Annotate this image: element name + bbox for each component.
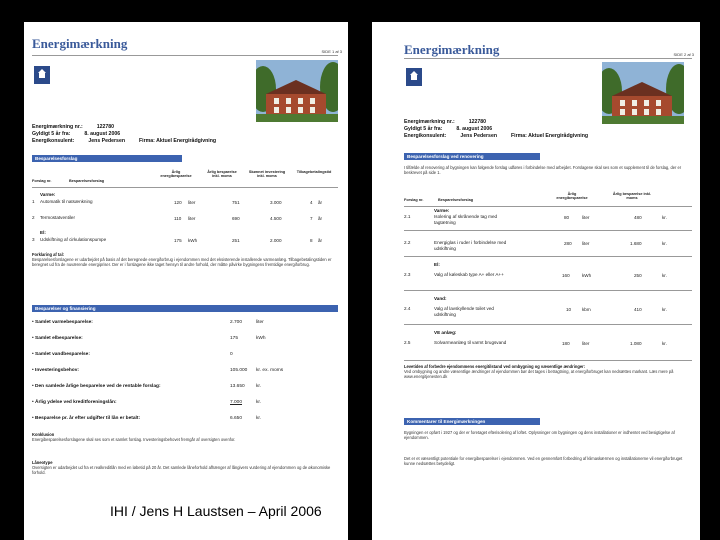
table-row: 2 — [32, 215, 35, 220]
summary-value: 6.650 — [230, 416, 243, 421]
summary-label: • Samlet varmebesparelse: — [32, 320, 93, 325]
summary-label: • Besparelse pr. år efter udgifter til lån er betalt: — [32, 416, 141, 421]
divider — [32, 55, 338, 56]
table-row: 2.5 — [404, 340, 411, 345]
summary-value: 7.000 — [230, 400, 243, 405]
saving-value: 690 — [232, 216, 240, 221]
loan-type-block: Låneotype Oversigten er udarbejdet ud fra et realkreditlån med en løbetid på 20 år. Det samlede låneforhold afhænger af långivers vurdering af ejendommen og de økonomiske forhold. — [32, 460, 331, 476]
group-heading: El: — [434, 262, 440, 267]
column-header: Årlig besparelse inkl. moms — [612, 192, 652, 201]
divider — [404, 230, 692, 231]
payback-unit: år — [318, 216, 323, 221]
investment-value: 4.500 — [270, 216, 282, 221]
table-row: 1 — [32, 199, 35, 204]
proposal-text: Termostatventiler — [40, 215, 75, 220]
divider — [404, 324, 692, 325]
summary-value: 2.700 — [230, 320, 243, 325]
currency-unit: kr. — [662, 307, 667, 312]
column-header: Besparelsesforslag — [69, 179, 105, 183]
payback-unit: år — [318, 238, 323, 243]
energy-value: 160 — [562, 273, 570, 278]
energy-value: 80 — [564, 215, 570, 220]
column-header: Forslag nr. — [404, 198, 424, 202]
proposal-text: Valg af køleskab type A+ eller A++ — [434, 272, 504, 277]
summary-unit: kr. ex. moms — [256, 368, 284, 373]
table-row: 3 — [32, 237, 35, 242]
divider — [404, 290, 692, 291]
energy-value: 280 — [564, 241, 572, 246]
saving-value: 480 — [634, 215, 642, 220]
summary-label: • Samlet vandbesparelse: — [32, 352, 90, 357]
energy-unit: liter — [582, 215, 590, 220]
table-row: 2.1 — [404, 214, 411, 219]
renovation-note: Levetiden af forbedre ejendommens energitilstand ved ombygning og væsentlige ændringer: Ved ombygning og andre væsentlige ændringer af ejendommen bør det tages i betragtning, at energiforbruget kan nedsættes markant. Læs mere på www.energitjenesten.dk — [404, 364, 674, 380]
energy-unit: liter — [188, 200, 196, 205]
proposal-text: Valg af lavskyllende toilet ved udskiftning — [434, 306, 494, 317]
energy-label-house-icon — [34, 66, 50, 84]
summary-value: 13.650 — [230, 384, 245, 389]
energy-value: 110 — [174, 216, 182, 221]
energy-value: 120 — [174, 200, 182, 205]
divider — [404, 256, 692, 257]
energy-unit: liter — [188, 216, 196, 221]
group-heading: VE anlæg: — [434, 330, 457, 335]
investment-value: 2.000 — [270, 238, 282, 243]
document-page-2 — [372, 22, 700, 540]
section-header: Besparelsesforslag ved renovering — [404, 153, 540, 160]
payback-value: 7 — [310, 216, 313, 221]
page-title: Energimærkning — [32, 36, 128, 51]
note-block: Forklaring af tal: Besparelsesforslagene er udarbejdet på basis af det beregnede energiforbrug i ejendommen med det eksisterende installerede varmeanlæg. Tilbagebetalingstiden er beregnet ud fra de nuværende energipriser. Der er i forslagene ikke taget hensyn til andre forhold, der måtte påvirke bygningens fremtidige energiforbrug. — [32, 252, 332, 268]
summary-label: • Samlet elbesparelse: — [32, 336, 83, 341]
proposal-text: Udskiftning af cirkulationspumpe — [40, 237, 107, 242]
comment-text: Bygningen er opført i 1927 og der er foretaget efterisolering af loftet. Oplysninger om bygningen og dens installationer er indhentet ved besigtigelse af ejendommen. — [404, 430, 675, 441]
column-header: Tilbagebetalingstid — [296, 170, 332, 174]
energy-value: 175 — [174, 238, 182, 243]
currency-unit: kr. — [662, 241, 667, 246]
saving-value: 1.080 — [630, 341, 642, 346]
divider — [404, 58, 692, 59]
proposal-text: Solvarmeanlæg til varmt brugsvand — [434, 340, 507, 345]
summary-unit: liter — [256, 320, 264, 325]
table-row: 2.3 — [404, 272, 411, 277]
saving-value: 410 — [634, 307, 642, 312]
group-heading: Varme: — [40, 192, 56, 197]
intro-text: I tilfælde af renovering af bygningen kan følgende forslag udføres i forbindelse med arbejdet. Forslagene skal ses som et supplement til de forslag, der er beskrevet på side 1. — [404, 165, 682, 176]
label-number-row: Energimærkning nr.: 122780 — [404, 119, 487, 125]
energy-unit: kbm — [582, 307, 591, 312]
group-heading: Vand: — [434, 296, 447, 301]
comment-text: Det er et væsentligt potentiale for energibesparelser i ejendommen. Ved en gennemført forbedring af klimaskærmen og installationerne vil energiforbruget kunne nedsættes betydeligt. — [404, 456, 683, 467]
label-number-row: Energimærkning nr.: 122780 — [32, 124, 115, 130]
summary-unit: kr. — [256, 400, 262, 405]
section-header: Besparelsesforslag — [32, 155, 182, 162]
saving-value: 251 — [232, 238, 240, 243]
proposal-text: Energiglas i ruder i forbindelse med udskiftning — [434, 240, 507, 251]
valid-from-row: Gyldigt 5 år fra: 8. august 2006 — [32, 131, 121, 137]
energy-value: 180 — [562, 341, 570, 346]
summary-unit: kr. — [256, 416, 262, 421]
section-header: Besparelser og finansiering — [32, 305, 338, 312]
summary-label: • Årlig ydelse ved kreditforeningslån: — [32, 400, 117, 405]
table-row: 2.4 — [404, 306, 411, 311]
proposal-text: Automatik til natsænkning — [40, 199, 93, 204]
energy-unit: liter — [582, 341, 590, 346]
column-header: Årlig energibesparelse — [556, 192, 588, 201]
group-heading: El: — [40, 230, 46, 235]
conclusion-block: Konklusion Energibesparelsesforslagene skal ses som et samlet forslag. Investeringsbehovet fremgår af oversigten ovenfor. — [32, 432, 236, 443]
column-header: Forslag nr. — [32, 179, 52, 183]
energy-label-house-icon — [406, 68, 422, 86]
summary-value: 0 — [230, 352, 233, 357]
summary-label: • Den samlede årlige besparelse ved de rentable forslag: — [32, 384, 161, 389]
summary-unit: kWh — [256, 336, 266, 341]
payback-value: 8 — [310, 238, 313, 243]
document-page-1 — [24, 22, 348, 540]
divider — [32, 187, 338, 188]
house-photo — [256, 60, 338, 122]
page-title: Energimærkning — [404, 42, 500, 57]
energy-value: 10 — [566, 307, 572, 312]
column-header: Skønnet investering inkl. moms — [248, 170, 286, 179]
summary-label: • Investeringsbehov: — [32, 368, 79, 373]
divider — [404, 206, 692, 207]
summary-value: 175 — [230, 336, 239, 341]
table-row: 2.2 — [404, 240, 411, 245]
payback-value: 4 — [310, 200, 313, 205]
summary-unit: kr. — [256, 384, 262, 389]
page-number: SIDE 2 af 3 — [673, 52, 694, 57]
currency-unit: kr. — [662, 341, 667, 346]
consultant-row: Energikonsulent: Jens Pedersen Firma: Aktuel Energirådgivning — [404, 133, 589, 139]
summary-value: 105.000 — [230, 368, 248, 373]
payback-unit: år — [318, 200, 323, 205]
column-header: Årlig energibesparelse — [160, 170, 192, 179]
energy-unit: liter — [582, 241, 590, 246]
divider — [404, 360, 692, 361]
consultant-row: Energikonsulent: Jens Pedersen Firma: Aktuel Energirådgivning — [32, 138, 217, 144]
energy-unit: kWh — [188, 238, 198, 243]
valid-from-row: Gyldigt 5 år fra: 8. august 2006 — [404, 126, 493, 132]
section-header: Kommentarer til Energimærkningen — [404, 418, 540, 425]
column-header: Besparelsesforslag — [438, 198, 474, 202]
slide-caption: IHI / Jens H Laustsen – April 2006 — [110, 503, 322, 519]
proposal-text: Isolering af skrånende tag med tagtætning — [434, 214, 498, 225]
column-header: Årlig besparelse inkl. moms — [207, 170, 237, 179]
saving-value: 1.680 — [630, 241, 642, 246]
currency-unit: kr. — [662, 273, 667, 278]
investment-value: 3.000 — [270, 200, 282, 205]
energy-unit: kWh — [582, 273, 592, 278]
group-heading: Varme: — [434, 208, 450, 213]
house-photo — [602, 62, 684, 124]
saving-value: 250 — [634, 273, 642, 278]
currency-unit: kr. — [662, 215, 667, 220]
saving-value: 751 — [232, 200, 240, 205]
page-number: SIDE 1 af 3 — [321, 49, 342, 54]
